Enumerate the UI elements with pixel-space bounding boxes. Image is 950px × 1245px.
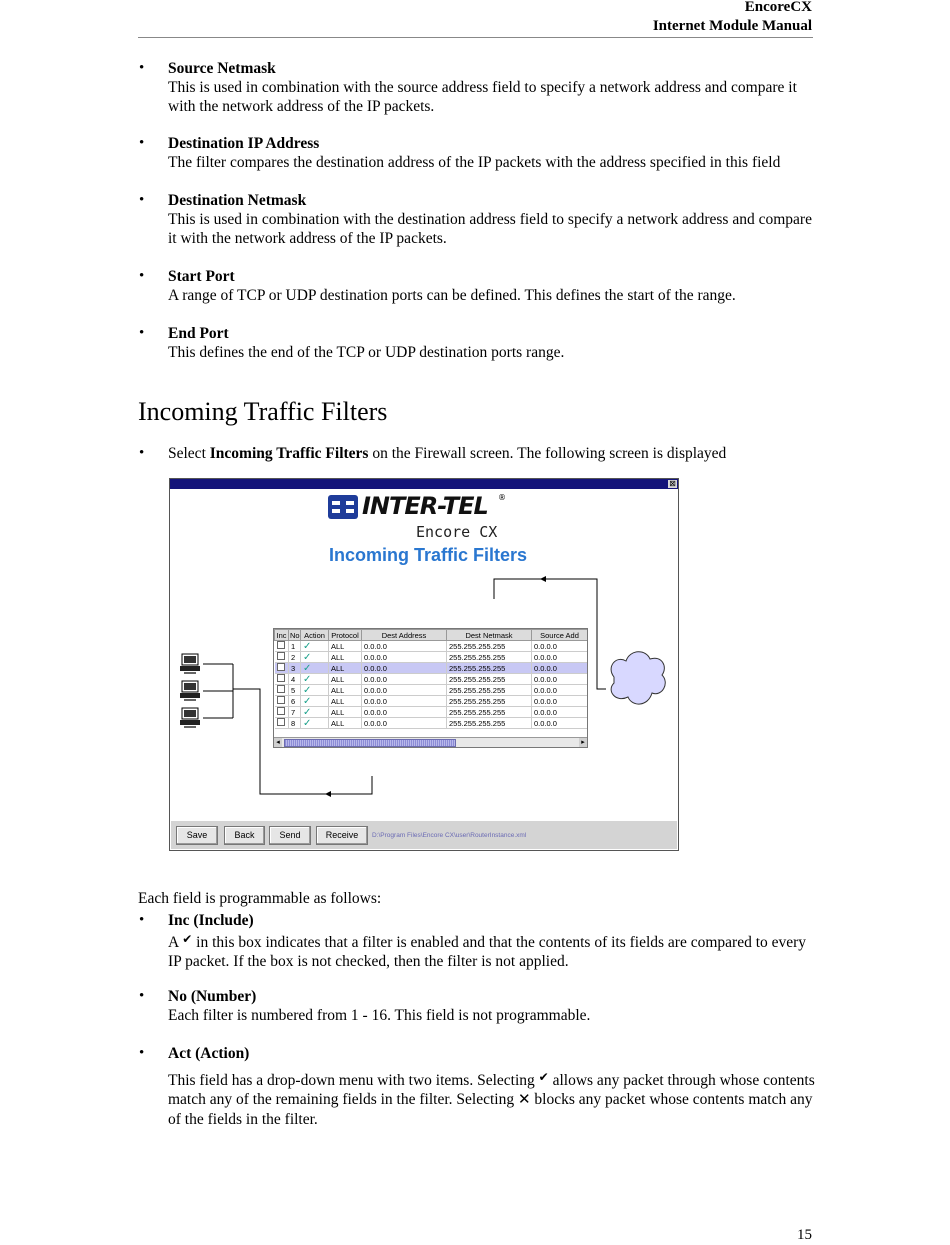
window-titlebar (170, 479, 678, 489)
cell-protocol[interactable]: ALL (329, 696, 362, 707)
cell-dest-address[interactable]: 0.0.0.0 (362, 707, 447, 718)
send-button[interactable]: Send (269, 826, 311, 845)
product-name: Encore CX (416, 523, 498, 541)
cell-action[interactable]: ✓ (301, 652, 329, 663)
field-act (139, 1044, 818, 1129)
cell-source-address[interactable]: 0.0.0.0 (532, 641, 588, 652)
cell-no[interactable]: 2 (289, 652, 301, 663)
cell-source-address[interactable]: 0.0.0.0 (532, 696, 588, 707)
field-desc: This is used in combination with the destination address field to specify a network address and compare it with the network address of the IP packets. (168, 211, 812, 247)
field-title: Source Netmask (168, 60, 276, 77)
cell-action[interactable]: ✓ (301, 685, 329, 696)
checkmark-icon: ✔ (538, 1069, 549, 1084)
col-inc[interactable]: Inc (276, 630, 287, 640)
cell-protocol[interactable]: ALL (329, 707, 362, 718)
close-icon[interactable]: ⊠ (669, 479, 676, 488)
col-no[interactable]: No (290, 630, 300, 640)
cell-no[interactable]: 6 (289, 696, 301, 707)
table-row[interactable] (275, 696, 588, 707)
cell-no[interactable]: 1 (289, 641, 301, 652)
cell-source-address[interactable]: 0.0.0.0 (532, 652, 588, 663)
field-title: Act (Action) (168, 1045, 250, 1062)
field-start-port (139, 267, 818, 305)
computer-icon (180, 708, 200, 728)
cell-protocol[interactable]: ALL (329, 685, 362, 696)
field-destination-netmask (139, 191, 818, 248)
col-action[interactable]: Action (301, 630, 329, 641)
bullet-icon: • (139, 192, 145, 208)
cell-dest-netmask[interactable]: 255.255.255.255 (447, 652, 532, 663)
table-row[interactable] (275, 663, 588, 674)
col-dest-netmask[interactable]: Dest Netmask (447, 630, 532, 641)
cell-protocol[interactable]: ALL (329, 674, 362, 685)
cell-source-address[interactable]: 0.0.0.0 (532, 707, 588, 718)
fields-intro: Each field is programmable as follows: (138, 890, 382, 907)
scroll-thumb[interactable] (284, 739, 456, 747)
cell-action[interactable]: ✓ (301, 674, 329, 685)
bullet-icon: • (139, 1045, 145, 1061)
cell-action[interactable]: ✓ (301, 696, 329, 707)
filters-table (273, 628, 588, 748)
cell-inc[interactable] (275, 685, 289, 696)
table-header-row (275, 630, 588, 641)
field-title: Start Port (168, 268, 235, 285)
intro-paragraph: • Select Incoming Traffic Filters on the Firewall screen. The following screen is displayed (139, 445, 727, 462)
internet-cloud-icon (611, 652, 665, 704)
field-title: Destination Netmask (168, 192, 307, 209)
cell-inc[interactable] (275, 718, 289, 729)
cell-no[interactable]: 3 (289, 663, 301, 674)
computer-icon (180, 654, 200, 674)
cell-source-address[interactable]: 0.0.0.0 (532, 674, 588, 685)
cell-dest-address[interactable]: 0.0.0.0 (362, 685, 447, 696)
field-no (139, 987, 818, 1025)
header-product: EncoreCX (744, 0, 812, 15)
cell-action[interactable]: ✓ (301, 663, 329, 674)
cell-protocol[interactable]: ALL (329, 663, 362, 674)
cell-dest-netmask[interactable]: 255.255.255.255 (447, 718, 532, 729)
cell-action[interactable]: ✓ (301, 707, 329, 718)
cross-icon: ✕ (517, 1090, 531, 1108)
cell-inc[interactable] (275, 652, 289, 663)
inter-tel-logo (328, 493, 508, 523)
col-source-address[interactable]: Source Add (532, 630, 588, 641)
field-desc: This is used in combination with the source address field to specify a network address and compare it with the network address of the IP packets. (168, 79, 797, 115)
include-checkbox[interactable] (277, 663, 285, 671)
cell-dest-netmask[interactable]: 255.255.255.255 (447, 707, 532, 718)
cell-dest-address[interactable]: 0.0.0.0 (362, 718, 447, 729)
include-checkbox[interactable] (277, 685, 285, 693)
include-checkbox[interactable] (277, 674, 285, 682)
bullet-icon: • (139, 912, 145, 928)
cell-dest-netmask[interactable]: 255.255.255.255 (447, 685, 532, 696)
bullet-icon: • (139, 325, 145, 341)
scroll-left-icon[interactable]: ◂ (274, 738, 282, 747)
table-row[interactable] (275, 718, 588, 729)
cell-source-address[interactable]: 0.0.0.0 (532, 663, 588, 674)
field-desc: The filter compares the destination address of the IP packets with the address specified in this field (168, 154, 781, 171)
cell-no[interactable]: 8 (289, 718, 301, 729)
cell-protocol[interactable]: ALL (329, 641, 362, 652)
field-desc: A range of TCP or UDP destination ports can be defined. This defines the start of the range. (168, 287, 736, 304)
arrowhead-left-top (540, 576, 546, 582)
inter-tel-logo-mark (328, 495, 358, 519)
checkmark-icon: ✔ (182, 932, 193, 946)
bullet-icon: • (139, 445, 145, 461)
cell-inc[interactable] (275, 663, 289, 674)
section-heading: Incoming Traffic Filters (138, 397, 388, 426)
arrowhead-left-bottom (325, 791, 331, 797)
bullet-icon: • (139, 60, 145, 76)
logo-wordmark: INTER-TEL (362, 492, 488, 520)
cell-dest-netmask[interactable]: 255.255.255.255 (447, 663, 532, 674)
cell-no[interactable]: 4 (289, 674, 301, 685)
cell-action[interactable]: ✓ (301, 641, 329, 652)
field-desc: Each filter is numbered from 1 - 16. This field is not programmable. (168, 1007, 591, 1024)
cell-dest-address[interactable]: 0.0.0.0 (362, 696, 447, 707)
include-checkbox[interactable] (277, 696, 285, 704)
cell-protocol[interactable]: ALL (329, 652, 362, 663)
table-row[interactable] (275, 641, 588, 652)
bullet-icon: • (139, 988, 145, 1004)
cell-protocol[interactable]: ALL (329, 718, 362, 729)
table-row[interactable] (275, 685, 588, 696)
include-checkbox[interactable] (277, 707, 285, 715)
field-title: No (Number) (168, 988, 257, 1005)
window-title: Incoming Traffic Filters (328, 545, 528, 565)
field-inc (139, 911, 818, 971)
cell-no[interactable]: 5 (289, 685, 301, 696)
cell-no[interactable]: 7 (289, 707, 301, 718)
field-title: End Port (168, 325, 229, 342)
save-button[interactable]: Save (176, 826, 218, 845)
cell-dest-netmask[interactable]: 255.255.255.255 (447, 674, 532, 685)
cell-inc[interactable] (275, 674, 289, 685)
cell-dest-address[interactable]: 0.0.0.0 (362, 641, 447, 652)
cell-dest-address[interactable]: 0.0.0.0 (362, 663, 447, 674)
include-checkbox[interactable] (277, 718, 285, 726)
col-dest-address[interactable]: Dest Address (362, 630, 447, 641)
field-title: Inc (Include) (168, 912, 254, 929)
field-destination-ip (139, 134, 818, 172)
cell-source-address[interactable]: 0.0.0.0 (532, 718, 588, 729)
cell-dest-netmask[interactable]: 255.255.255.255 (447, 641, 532, 652)
field-title: Destination IP Address (168, 135, 320, 152)
lan-bus (203, 664, 233, 718)
cell-inc[interactable] (275, 707, 289, 718)
cell-action[interactable]: ✓ (301, 718, 329, 729)
cell-dest-address[interactable]: 0.0.0.0 (362, 652, 447, 663)
computer-icon (180, 681, 200, 701)
receive-button[interactable]: Receive (316, 826, 368, 845)
cell-source-address[interactable]: 0.0.0.0 (532, 685, 588, 696)
page-number: 15 (797, 1227, 812, 1243)
table-row[interactable] (275, 652, 588, 663)
cell-inc[interactable] (275, 696, 289, 707)
header-rule (138, 37, 813, 38)
scroll-right-icon[interactable]: ▸ (579, 738, 587, 747)
include-checkbox[interactable] (277, 641, 285, 649)
col-protocol[interactable]: Protocol (329, 630, 362, 641)
file-path-label: D:\Program Files\Encore CX\user\RouterInstance.xml (372, 832, 527, 839)
registered-mark: ® (498, 493, 506, 502)
field-desc: This defines the end of the TCP or UDP destination ports range. (168, 344, 565, 361)
bullet-icon: • (139, 268, 145, 284)
field-desc: This field has a drop-down menu with two items. Selecting ✔ allows any packet through whose contents match any of the remaining fields in the filter. Selecting ✕ blocks any packet whose contents match any of the fields in the filter. (168, 1069, 815, 1128)
include-checkbox[interactable] (277, 652, 285, 660)
button-bar (171, 821, 677, 849)
field-source-netmask (139, 59, 818, 116)
table-row[interactable] (275, 707, 588, 718)
header-manual-title: Internet Module Manual (652, 18, 812, 34)
cell-dest-netmask[interactable]: 255.255.255.255 (447, 696, 532, 707)
field-end-port (139, 324, 818, 362)
field-desc: A ✔ in this box indicates that a filter is enabled and that the contents of its fields are compared to every IP packet. If the box is not checked, then the filter is not applied. (168, 932, 807, 970)
screenshot-window (169, 478, 679, 851)
back-button[interactable]: Back (224, 826, 265, 845)
cell-inc[interactable] (275, 641, 289, 652)
horizontal-scrollbar[interactable] (274, 737, 587, 747)
bullet-icon: • (139, 135, 145, 151)
table-row[interactable] (275, 674, 588, 685)
cell-dest-address[interactable]: 0.0.0.0 (362, 674, 447, 685)
